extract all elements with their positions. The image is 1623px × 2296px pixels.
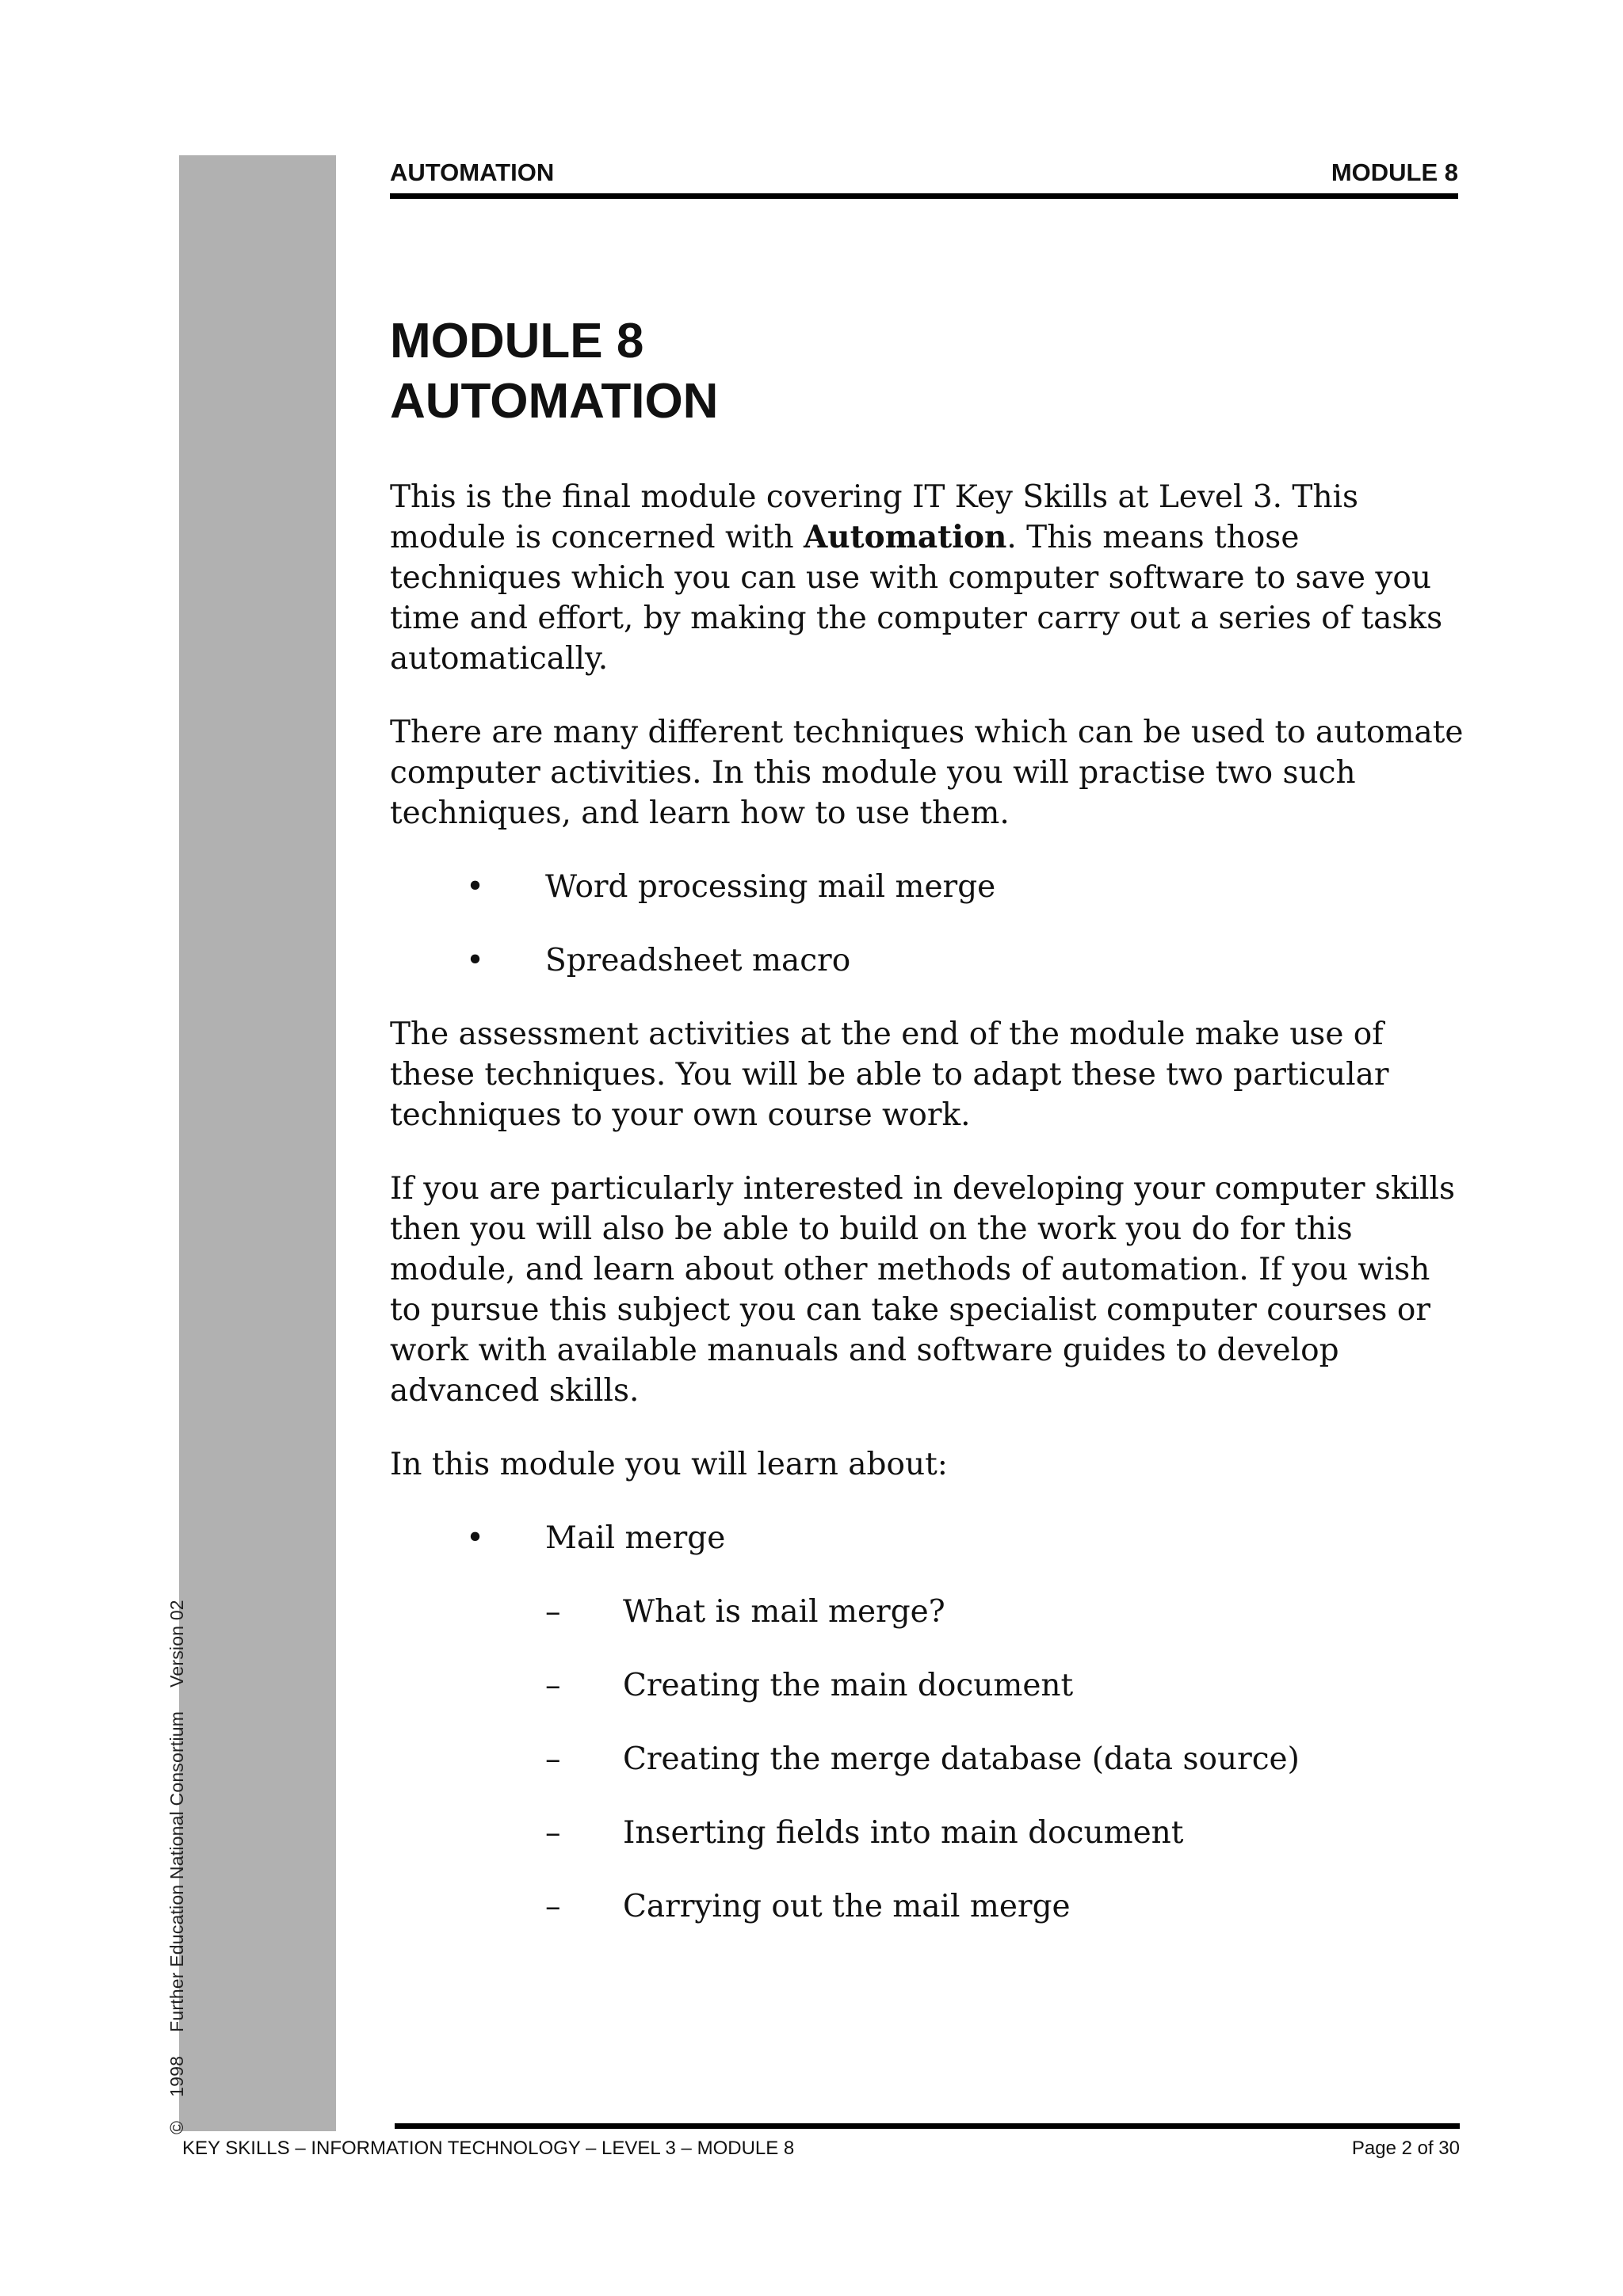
list-item-text: Word processing mail merge [545,869,996,905]
list-item [390,867,1468,907]
techniques-list [390,867,1468,981]
intro-bold-term: Automation [804,519,1007,555]
page-header [390,155,1458,187]
copyright-org: Further Education National Consortium [166,1711,187,2032]
sidebar-band [179,155,336,2131]
paragraph-further-skills: If you are particularly interested in developing your computer skills then you will also be able to build on the work you do for this module, and learn about other methods of automation. If you wish to pursue this subject you can take specialist computer courses or work with available manuals and software guides to develop advanced skills. [390,1171,1456,1409]
copyright-year: 1998 [166,2055,187,2097]
copyright-symbol: © [166,2120,187,2134]
list-item-text: Mail merge [545,1520,726,1556]
list-item [390,1665,1468,1706]
list-item [390,940,1468,981]
paragraph-techniques: There are many different techniques which can be used to automate computer activities. In this module you will practise two such techniques, and learn how to use them. [390,715,1464,831]
footer-rule [395,2123,1460,2129]
page-footer [179,2138,1460,2164]
paragraph-learn-intro: In this module you will learn about: [390,1447,948,1482]
learn-subtopics-list [390,1592,1468,1927]
header-module-label: MODULE 8 [1331,158,1458,186]
copyright-notice [166,1576,188,2134]
paragraph-assessment: The assessment activities at the end of the module make use of these techniques. You will be able to adapt these two particular techniques to your own course work. [390,1016,1389,1133]
dash-marker: – [545,1889,561,1924]
title-line-1: MODULE 8 [390,314,644,368]
bullet-marker: • [466,1520,485,1556]
intro-paragraph [390,477,1468,679]
dash-marker: – [545,1594,561,1630]
list-item-text: Spreadsheet macro [545,943,851,978]
list-item-text: Creating the merge database (data source) [623,1741,1300,1777]
list-item-text: Creating the main document [623,1668,1074,1703]
footer-course-label: KEY SKILLS – INFORMATION TECHNOLOGY – LEVEL 3 – MODULE 8 [182,2138,795,2159]
list-item-text: Inserting fields into main document [623,1815,1184,1851]
dash-marker: – [545,1741,561,1777]
dash-marker: – [545,1815,561,1851]
list-item [390,1813,1468,1853]
bullet-marker: • [466,943,485,978]
main-content [390,477,1468,1960]
intro-text-after: . This means those techniques which you can use with computer software to save you time and effort, by making the computer carry out a series of tasks automatically. [390,520,1443,677]
learn-topics-list [390,1518,1468,1558]
list-item-text: Carrying out the mail merge [623,1889,1071,1924]
header-rule [390,193,1458,199]
list-item [390,1886,1468,1927]
title-line-2: AUTOMATION [390,374,719,429]
list-item-text: What is mail merge? [623,1594,945,1630]
copyright-version: Version 02 [166,1600,187,1688]
dash-marker: – [545,1668,561,1703]
header-section-title: AUTOMATION [390,158,555,186]
list-item [390,1518,1468,1558]
intro-text-before: This is the final module covering IT Key Skills at Level 3. This module is concerned with [390,479,1359,555]
list-item [390,1739,1468,1779]
list-item [390,1592,1468,1632]
page-title [390,311,718,432]
bullet-marker: • [466,869,485,905]
footer-page-number: Page 2 of 30 [1351,2138,1460,2159]
